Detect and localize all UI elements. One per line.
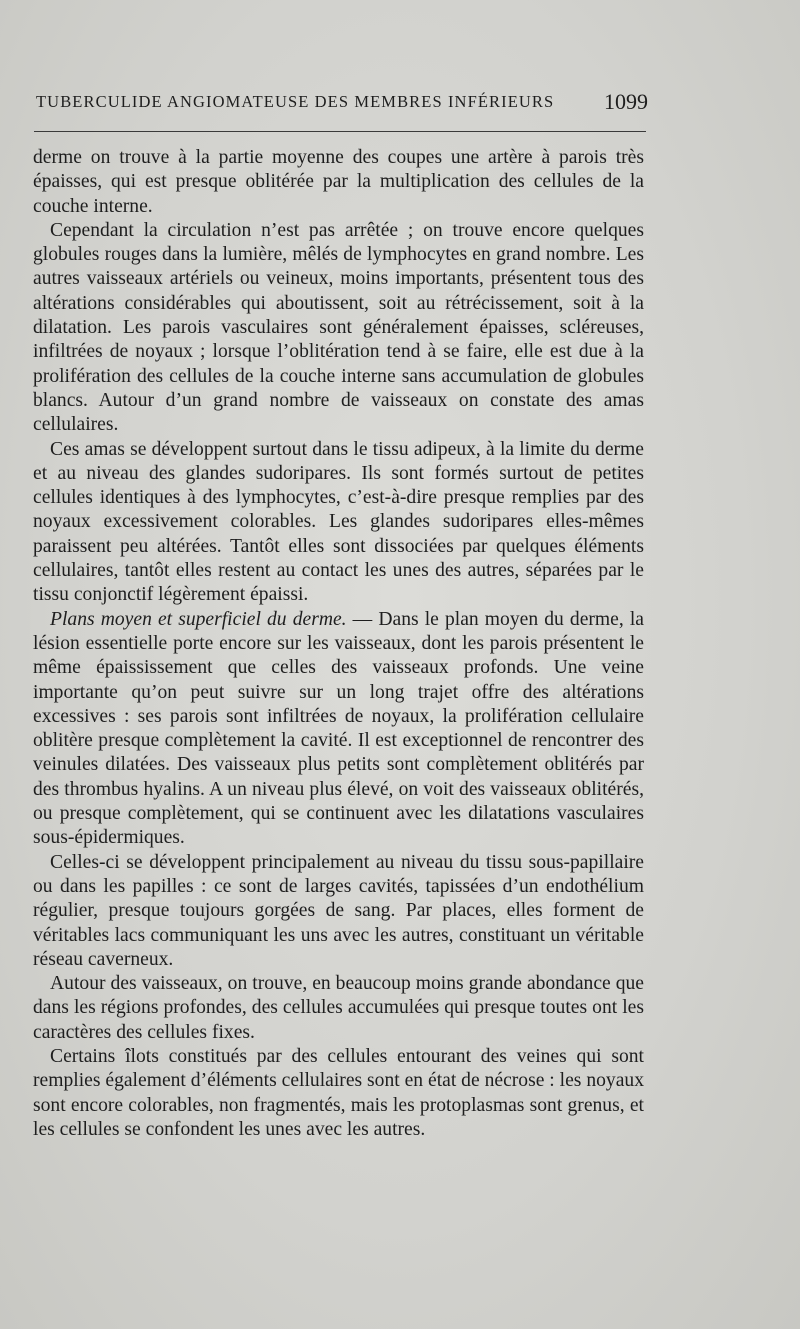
paragraph-7: Certains îlots constitués par des cellules entourant des veines qui sont remplies également d’éléments cellulaires sont en état de nécrose : les noyaux sont encore colorables, non fragmentés, mais les protoplasmas sont grenus, et les cellules se confondent les unes avec les autres. — [33, 1045, 644, 1140]
paragraph-4 — [33, 608, 644, 851]
running-title: TUBERCULIDE ANGIOMATEUSE DES MEMBRES INFÉRIEURS — [36, 92, 555, 111]
body-text — [33, 146, 644, 1142]
header-rule — [34, 131, 646, 132]
paragraph-1: derme on trouve à la partie moyenne des coupes une artère à parois très épaisses, qui est presque oblitérée par la multiplication des cellules de la couche interne. — [33, 147, 644, 217]
section-heading: Plans moyen et superficiel du derme. — [50, 608, 347, 630]
paragraph-5: Celles-ci se développent principalement au niveau du tissu sous-papillaire ou dans les papilles : ce sont de larges cavités, tapissées d’un endothélium régulier, presque toujours gorgées de sang. Par places, elles forment de véritables lacs communiquant les uns avec les autres, constituant un véritable réseau caverneux. — [33, 851, 644, 970]
paragraph-6: Autour des vaisseaux, on trouve, en beaucoup moins grande abondance que dans les régions profondes, des cellules accumulées qui presque toutes ont les caractères des cellules fixes. — [33, 973, 644, 1043]
page-number: 1099 — [604, 89, 648, 114]
paragraph-4-text: — Dans le plan moyen du derme, la lésion essentielle porte encore sur les vaisseaux, dont les parois présentent le même épaississement que celles des vaisseaux profonds. Une veine importante qu’on peut suivre sur un long trajet offre des altérations excessives : ses parois sont infiltrées de noyaux, la prolifération cellulaire oblitère presque complètement la cavité. Il est exceptionnel de rencontrer des veinules dilatées. Des vaisseaux plus petits sont complètement oblitérés par des thrombus hyalins. A un niveau plus élevé, on voit des vaisseaux oblitérés, ou presque complètement, qui se continuent avec les dilatations vasculaires sous-épidermiques. — [33, 608, 644, 849]
paragraph-3: Ces amas se développent surtout dans le tissu adipeux, à la limite du derme et au niveau des glandes sudoripares. Ils sont formés surtout de petites cellules identiques à des lymphocytes, c’est-à-dire presque remplies par des noyaux excessivement colorables. Les glandes sudoripares elles-mêmes paraissent peu altérées. Tantôt elles sont dissociées par quelques éléments cellulaires, tantôt elles restent au contact les unes des autres, séparées par le tissu conjonctif légèrement épaissi. — [33, 438, 644, 606]
page-header — [36, 89, 648, 118]
paragraph-2: Cependant la circulation n’est pas arrêtée ; on trouve encore quelques globules rouges dans la lumière, mêlés de lymphocytes en grand nombre. Les autres vaisseaux artériels ou veineux, moins importants, présentent tous des altérations considérables qui aboutissent, soit au rétrécissement, soit à la dilatation. Les parois vasculaires sont généralement épaisses, scléreuses, infiltrées de noyaux ; lorsque l’oblitération tend à se faire, elle est due à la prolifération des cellules de la couche interne sans accumulation de globules blancs. Autour d’un grand nombre de vaisseaux on constate des amas cellulaires. — [33, 219, 644, 436]
